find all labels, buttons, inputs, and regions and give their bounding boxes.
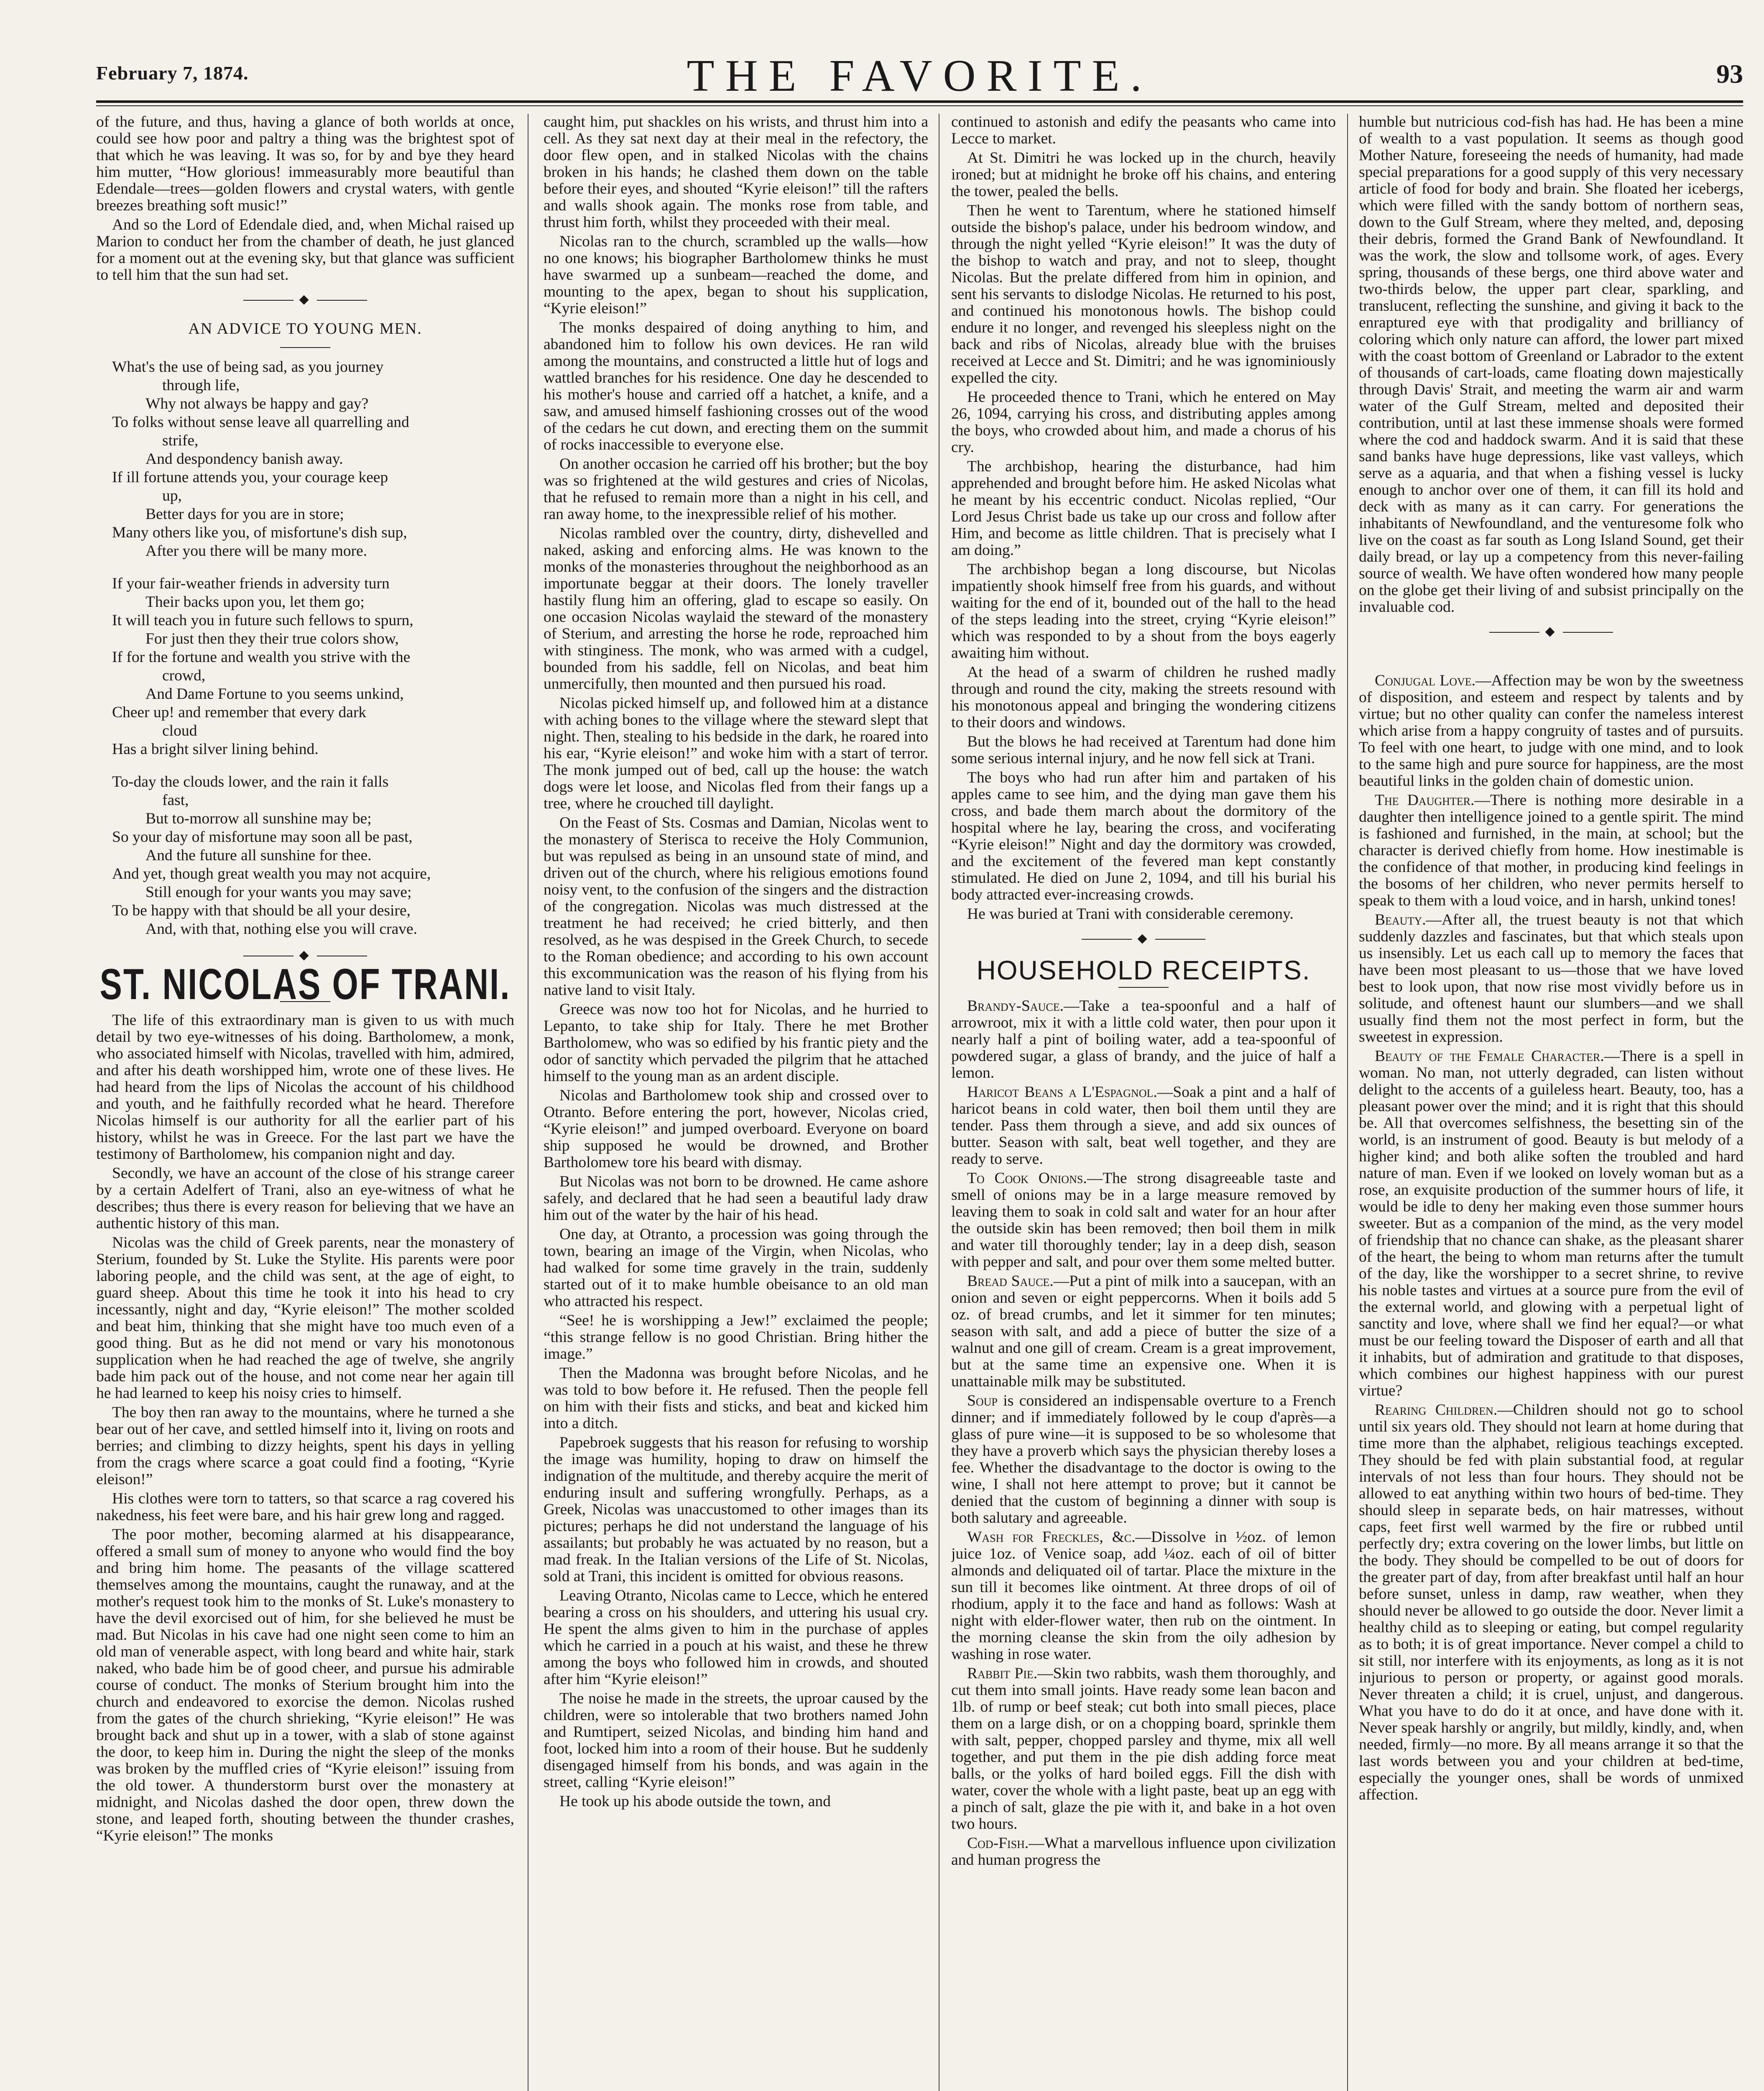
poem-line: cloud <box>162 722 197 739</box>
poem-line: And Dame Fortune to you seems unkind, <box>146 685 404 703</box>
poem-line: And the future all sunshine for thee. <box>146 847 372 864</box>
essay-text: —Affection may be won by the sweetness of disposition, and esteem and respect by talents and by virtue; but no other quality can confer the nameless interest which arise from a happy congruity of tastes and of pursuits. To feel with one heart, to judge with one mind, and to look to the same high and pure source for happiness, are the most beautiful links in the golden chain of domestic union. <box>1359 672 1744 790</box>
recipe-name: Haricot Beans a L'Espagnol. <box>967 1084 1157 1101</box>
paragraph: The boy then ran away to the mountains, where he turned a she bear out of her cave, and settled himself into it, living on roots and berries; and climbing to dizzy heights, spent his days in yelling from the crags where scarce a goat could find a footing, “Kyrie eleison!” <box>96 1404 514 1488</box>
recipe <box>951 1835 1336 1869</box>
paragraph: Leaving Otranto, Nicolas came to Lecce, which he entered bearing a cross on his shoulders, and uttering his usual cry. He spent the alms given to him in the purchase of apples which he carried in a pouch at his waist, and these he threw among the boys who followed him in crowds, and shouted after him “Kyrie eleison!” <box>544 1587 928 1688</box>
column-2 <box>544 114 928 2091</box>
issue-date: February 7, 1874. <box>96 62 249 84</box>
essay-title: Conjugal Love. <box>1375 672 1476 689</box>
poem-line: To-day the clouds lower, and the rain it falls <box>112 773 389 790</box>
essays-list <box>1359 672 1744 1803</box>
poem-line: Cheer up! and remember that every dark <box>112 704 367 721</box>
recipe <box>951 1529 1336 1663</box>
essay-item <box>1359 1048 1744 1399</box>
paragraph: Nicolas and Bartholomew took ship and crossed over to Otranto. Before entering the port, however, Nicolas cried, “Kyrie eleison!” and jumped overboard. Everyone on board ship supposed he would be drowned, and Brother Bartholomew tore his beard with dismay. <box>544 1087 928 1171</box>
poem-line: through life, <box>162 377 240 394</box>
ornament-divider: ◆ <box>96 947 514 964</box>
essay-text: —There is nothing more desirable in a daughter then intelligence joined to a gentle spirit. The mind is fashioned and furnished, in the main, at school; but the character is derived chiefly from home. How inestimable is the confidence of that mother, in producing kind feelings in the bosoms of her children, who never permits herself to speak to them with a loud voice, and in harsh, unkind tones! <box>1359 792 1744 909</box>
poem-line: After you there will be many more. <box>146 542 368 560</box>
paragraph: Nicolas rambled over the country, dirty, dishevelled and naked, asking and enforcing alms. He was known to the monks of the monasteries throughout the neighborhood as an importunate beggar at their doors. The lonely traveller hastily flung him an offering, glad to escape so easily. On one occasion Nicolas waylaid the steward of the monastery of Sterium, and arresting the horse he rode, reproached him with stinginess. The monk, who was armed with a cudgel, bounded from his saddle, fell on Nicolas, and beat him unmercifully, then mounted and then pursued his road. <box>544 525 928 693</box>
essay-title: Beauty. <box>1375 911 1426 928</box>
essay-item <box>1359 792 1744 909</box>
poem-line: Has a bright silver lining behind. <box>112 741 319 758</box>
recipe <box>951 1393 1336 1526</box>
poem-line: Why not always be happy and gay? <box>146 395 369 412</box>
poem-line: Their backs upon you, let them go; <box>146 593 365 611</box>
paragraph: He took up his abode outside the town, and <box>559 1793 831 1810</box>
paragraph: humble but nutricious cod-fish has had. He has been a mine of wealth to a vast population. It seems as though good Mother Nature, foreseeing the needs of humanity, had made special preparations for a good supply of this very necessary article of food for body and brain. She floated her icebergs, which were filled with the sandy bottom of northern seas, down to the Gulf Stream, where they melted, and, deposing their debris, formed the Grand Bank of Newfoundland. It was the work, the slow and tollsome work, of ages. Every spring, thousands of these bergs, one third above water and two-thirds below, the upper part clear, sparkling, and translucent, reflecting the sunshine, and giving it back to the enraptured eye with that prodigality and brilliancy of coloring which only nature can afford, the lower part mixed with the coast bottom of Greenland or Labrador to the extent of thousands of cart-loads, came floating down majestically through Davis' Strait, and meeting the warm air and warm water of the Gulf Stream, melted and deposited their contribution, until at last these immense shoals were formed where the cod and haddock swarm. And it is said that these sand banks have huge depressions, like vast valleys, which serve as a aquaria, and that when a fishing vessel is lucky enough to anchor over one of them, it can fill its hold and deck with as many as it can carry. For generations the inhabitants of Newfoundland, and the venturesome folk who live on the coast as far south as Long Island Sound, get their daily bread, or lay up a competency from this never-failing source of wealth. We have often wondered how many people on the globe get their living of and subsist principally on the invaluable cod. <box>1359 114 1744 616</box>
paragraph: Secondly, we have an account of the close of his strange career by a certain Adelfert of Trani, also an eye-witness of what he describes; thus there is every reason for believing that we have an authentic history of this man. <box>96 1165 514 1232</box>
recipe-text: is considered an indispensable overture to a French dinner; and if immediately followed by le coup d'après—a glass of pure wine—it is supposed to be so wholesome that they have a proverb which says the physician thereby loses a fee. Whether the disadvantage to the doctor is owing to the wine, I shall not here attempt to prove; but it cannot be denied that the custom of beginning a dinner with soup is both salutary and agreeable. <box>951 1392 1336 1526</box>
ornament-divider: ◆ <box>951 930 1336 947</box>
paragraph: But Nicolas was not born to be drowned. He came ashore safely, and declared that he had seen a beautiful lady draw him out of the water by the hair of his head. <box>544 1173 928 1224</box>
ornament-divider: ◆ <box>96 291 514 308</box>
recipe-text: —Put a pint of milk into a saucepan, with an onion and seven or eight peppercorns. When it boils add 5 oz. of bread crumbs, and let it simmer for ten minutes; season with salt, and add a piece of butter the size of a walnut and one gill of cream. Cream is a great improvement, but at the same time an expensive one. When it is unattainable milk may be substituted. <box>951 1273 1336 1390</box>
essay-text: —After all, the truest beauty is not that which suddenly dazzles and fascinates, but that which steals upon us insensibly. Let us each call up to memory the faces that have been most pleasant to us—those that we have loved best to look upon, that now rise most vividly before us in solitude, and oftenest haunt our slumbers—and we shall usually find them not the most perfect in form, but the sweetest in expression. <box>1359 911 1744 1046</box>
column-4 <box>1359 114 1744 2091</box>
essay-item <box>1359 1402 1744 1803</box>
poem-line: up, <box>162 487 182 504</box>
column-3 <box>951 114 1336 2091</box>
recipe-name: Wash for Freckles, &c. <box>967 1529 1136 1546</box>
paragraph: Then the Madonna was brought before Nicolas, and he was told to bow before it. He refused. Then the people fell on him with their fists and sticks, and beat and kicked him into a ditch. <box>544 1365 928 1432</box>
paragraph: The poor mother, becoming alarmed at his disappearance, offered a small sum of money to anyone who would find the boy and bring him home. The peasants of the village scattered themselves among the mountains, caught the runaway, and at the mother's request took him to the monks of St. Luke's monastery to have the devil exorcised out of him, for she believed he must be mad. But Nicolas in his cave had one night seen come to him an old man of venerable aspect, with long beard and white hair, stark naked, who bade him be of good cheer, and pursue his admirable course of conduct. The monks of Sterium brought him into the church and endeavored to exorcise the demon. Nicolas rushed from the gates of the church shrieking, “Kyrie eleison!” He was brought back and shut up in a tower, with a slab of stone against the door, to keep him in. During the night the sleep of the monks was broken by the muffled cries of “Kyrie eleison!” issuing from the old tower. A thunderstorm burst over the monastery at midnight, and Nicolas dashed the door open, threw down the stone, and leaped forth, shouting between the thunder crashes, “Kyrie eleison!” The monks <box>96 1526 514 1844</box>
recipe <box>951 998 1336 1081</box>
recipe-name: Brandy-Sauce. <box>967 997 1064 1015</box>
essay-title: Rearing Children. <box>1375 1401 1498 1419</box>
paragraph: The noise he made in the streets, the uproar caused by the children, were so intolerable that two brothers named John and Rumtipert, seized Nicolas, and binding him hand and foot, locked him into a room of their house. But he suddenly disengaged himself from his bonds, and was again in the street, calling “Kyrie eleison!” <box>544 1690 928 1791</box>
masthead <box>96 50 1743 105</box>
recipe <box>951 1273 1336 1390</box>
poem-line: To be happy with that should be all your desire, <box>112 902 411 919</box>
recipe-text: —Skin two rabbits, wash them thoroughly, and cut them into small joints. Have ready some lean bacon and 1lb. of rump or beef steak; cut both into small pieces, place them on a large dish, or on a chopping board, sprinkle them with salt, pepper, chopped parsley and thyme, mix all well together, and put them in the pie dish adding force meat balls, or the yolks of hard boiled eggs. Fill the dish with water, cover the whole with a light paste, beat up an egg with a pinch of salt, glaze the pie with it, and bake in a hot oven two hours. <box>951 1665 1336 1833</box>
cod-fish-continued <box>1359 114 1744 616</box>
page-number: 93 <box>1716 59 1743 89</box>
poem-line: fast, <box>162 792 189 809</box>
paragraph: And so the Lord of Edendale died, and, when Michal raised up Marion to conduct her from the chamber of death, he just glanced for a moment out at the evening sky, but that glance was sufficient to tell him that the sun had set. <box>96 216 514 284</box>
recipe <box>951 1084 1336 1168</box>
paragraph: The boys who had run after him and partaken of his apples came to see him, and the dying man gave them his cross, and bade them march about the dormitory of the hospital where he lay, bearing the cross, and vociferating “Kyrie eleison!” Night and day the dormitory was crowded, and the excitement of the fevered man kept constantly stimulated. He died on June 2, 1094, and till his burial his body attracted ever-increasing crowds. <box>951 769 1336 903</box>
recipe-text: —Dissolve in ½oz. of lemon juice 1oz. of Venice soap, add ¼oz. each of oil of bitter almonds and deliquated oil of tartar. Place the mixture in the sun till it becomes like ointment. At three drops of oil of rhodium, apply it to the face and hand as follows: Wash at night with elder-flower water, then rub on the ointment. In the morning cleanse the skin from the oily adhesion by washing in rose water. <box>951 1529 1336 1663</box>
poem-line: It will teach you in future such fellows to spurn, <box>112 612 414 629</box>
paragraph: The archbishop, hearing the disturbance, had him apprehended and brought before him. He asked Nicolas what he meant by his eccentric conduct. Nicolas replied, “Our Lord Jesus Christ bade us take up our cross and follow after Him, and become as little children. That is precisely what I am doing.” <box>951 458 1336 559</box>
paragraph: The archbishop began a long discourse, but Nicolas impatiently shook himself free from his guards, and without waiting for the end of it, bounded out of the hall to the head of the steps leading into the street, crying “Kyrie eleison!” which was responded to by a shout from the boys eagerly awaiting him without. <box>951 561 1336 662</box>
recipe <box>951 1170 1336 1270</box>
short-rule <box>280 347 330 348</box>
paragraph: On another occasion he carried off his brother; but the boy was so frightened at the wild gestures and cries of Nicolas, that he refused to remain more than a night in his cell, and ran away home, to the inexpressible relief of his mother. <box>544 455 928 523</box>
recipe-name: Soup <box>967 1392 998 1409</box>
column-divider <box>1347 114 1348 2091</box>
paragraph: of the future, and thus, having a glance of both worlds at once, could see how poor and paltry a thing was the brightest spot of that which he was leaving. It was so, for by and bye they heard him mutter, “How glorious! immeasurably more beautiful than Edendale—trees—golden flowers and crystal waters, with gentle breezes breathing soft music!” <box>96 114 514 214</box>
recipe <box>951 1665 1336 1833</box>
short-rule <box>1118 987 1169 988</box>
poem-line: To folks without sense leave all quarrelling and <box>112 414 409 431</box>
essay-text: —There is a spell in woman. No man, not utterly degraded, can listen without delight to the accents of a guileless heart. Beauty, too, has a pleasant power over the mind; and it is right that this should be. All that overcomes selfishness, the besetting sin of the world, is an instrument of good. Beauty is but melody of a higher kind; and both alike soften the troubled and hard nature of man. Even if we looked on lovely woman but as a rose, an exquisite production of the summer hours of life, it would be idle to deny her making even those summer hours sweeter. But as a companion of the mind, as the very model of friendship that no chance can shake, as the pleasant sharer of the heart, the being to whom man returns after the tumult of the day, like the worshipper to a secret shrine, to revive his noble tastes and virtues at a source pure from the evil of the external world, and glowing with a perpetual light of sanctity and love, where shall we find her equal?—or what must be our feeling toward the Disposer of earth and all that it inhabits, but of admiration and gratitude to that disposes, which combines our highest happiness with our purest virtue? <box>1359 1048 1744 1399</box>
poem-line: If your fair-weather friends in adversity turn <box>112 575 390 592</box>
section-title: HOUSEHOLD RECEIPTS. <box>976 955 1311 985</box>
paragraph: But the blows he had received at Tarentum had done him some serious internal injury, and he now fell sick at Trani. <box>951 733 1336 767</box>
recipe-name: To Cook Onions. <box>967 1170 1087 1187</box>
poem-line: And, with that, nothing else you will crave. <box>146 920 417 938</box>
poem <box>96 358 514 938</box>
paragraph: At St. Dimitri he was locked up in the church, heavily ironed; but at midnight he broke off his chains, and entering the tower, pealed the bells. <box>951 149 1336 200</box>
essay-title: The Daughter. <box>1375 792 1475 809</box>
paragraph: Nicolas picked himself up, and followed him at a distance with aching bones to the village where the steward slept that night. Then, stealing to his bedside in the dark, he roared into his ear, “Kyrie eleison!” and woke him with a start of terror. The monk jumped out of bed, call up the house: the watch dogs were let loose, and Nicolas fled from their fangs up a tree, where he crouched till daylight. <box>544 695 928 812</box>
essay-item <box>1359 912 1744 1046</box>
paragraph: At the head of a swarm of children he rushed madly through and round the city, making the streets resound with his monotonous appeal and bringing the wondering citizens to their doors and windows. <box>951 664 1336 731</box>
poem-line: And despondency banish away. <box>146 450 343 468</box>
recipe-name: Bread Sauce. <box>967 1273 1054 1290</box>
paragraph: Papebroek suggests that his reason for refusing to worship the image was humility, hoping to draw on himself the indignation of the multitude, and thereby acquire the merit of enduring insult and suffering wrongfully. Perhaps, as a Greek, Nicolas was unaccustomed to other images than its pictures; perhaps he did not understand the language of his assailants; but probably he was actuated by no reason, but a mad freak. In the Italian versions of the Life of St. Nicolas, sold at Trani, this incident is omitted for obvious reasons. <box>544 1434 928 1585</box>
poem-line: For just then they their true colors show, <box>146 630 399 647</box>
paragraph: He proceeded thence to Trani, which he entered on May 26, 1094, carrying his cross, and distributing apples among the boys, who crowded about him, and made a chorus of his cry. <box>951 389 1336 456</box>
recipes-list <box>951 998 1336 1869</box>
paragraph: Nicolas was the child of Greek parents, near the monastery of Sterium, founded by St. Luke the Stylite. His parents were poor laboring people, and the child was sent, at the age of eight, to guard sheep. About this time he took it into his head to cry incessantly, night and day, “Kyrie eleison!” The mother scolded and beat him, thinking that she might have too much even of a good thing. But as he did not mend or vary his monotonous supplication when he had reached the age of twelve, she angrily bade him pack out of the house, and not come near her again till he had learned to keep his noisy cries to himself. <box>96 1234 514 1402</box>
column-1 <box>96 114 514 2091</box>
article-body-continued <box>951 114 1336 923</box>
paragraph: “See! he is worshipping a Jew!” exclaimed the people; “this strange fellow is no good Christian. Bring hither the image.” <box>544 1312 928 1362</box>
paragraph: Then he went to Tarentum, where he stationed himself outside the bishop's palace, under his bedroom window, and through the night yelled “Kyrie eleison!” It was the duty of the bishop to watch and pray, and not to sleep, thought Nicolas. But the prelate differed from him in opinion, and sent his servants to dislodge Nicolas. He returned to his post, and continued his monotonous howls. The bishop could endure it no longer, and revenged his sleepless night on the back and ribs of Nicolas, already blue with the bruises received at Lecce and St. Dimitri; and he was ignominiously expelled the city. <box>951 202 1336 386</box>
recipe-name: Rabbit Pie. <box>967 1665 1038 1682</box>
poem-line: And yet, though great wealth you may not acquire, <box>112 865 431 882</box>
article-body <box>96 1012 514 1844</box>
poem-line: What's the use of being sad, as you journey <box>112 358 384 376</box>
recipe-text: —Soak a pint and a half of haricot beans in cold water, then boil them until they are tender. Pass them through a sieve, and add six ounces of butter. Season with salt, beat well together, and they are ready to serve. <box>951 1084 1336 1168</box>
poem-line: crowd, <box>162 667 206 684</box>
recipe-name: Cod-Fish. <box>967 1835 1029 1852</box>
article-title: ST. NICOLAS OF TRANI. <box>100 960 511 1009</box>
paragraph: The life of this extraordinary man is given to us with much detail by two eye-witnesses of his doing. Bartholomew, a monk, who associated himself with Nicolas, travelled with him, admired, and after his death worshipped him, wrote one of these lives. He had heard from the lips of Nicolas the account of his childhood and youth, and he faithfully recorded what he heard. Therefore Nicolas himself is our authority for all the earlier part of his history, whilst he was in Greece. For the last part we have the testimony of Bartholomew, his companion night and day. <box>96 1012 514 1163</box>
poem-title: AN ADVICE TO YOUNG MEN. <box>188 320 422 337</box>
poem-line: strife, <box>162 432 199 449</box>
paragraph: continued to astonish and edify the peasants who came into Lecce to market. <box>951 114 1336 147</box>
recipe-text: —Take a tea-spoonful and a half of arrowroot, mix it with a little cold water, then pour upon it nearly half a pint of boiling water, add a tea-spoonful of powdered sugar, a glass of brandy, and the juice of half a lemon. <box>951 997 1336 1081</box>
essay-item <box>1359 672 1744 790</box>
masthead-rule <box>96 100 1743 103</box>
essay-text: —Children should not go to school until six years old. They should not learn at home during that time more than the alphabet, religious teachings excepted. They should be fed with plain substantial food, at regular intervals of not less than four hours. They should not be allowed to eat anything within two hours of bed-time. They should sleep in separate beds, on hair matresses, without caps, feet first well warmed by the fire or rubbed until perfectly dry; extra covering on the lower limbs, but little on the body. They should be compelled to be out of doors for the greater part of day, from after breakfast until half an hour before sunset, unless in damp, raw weather, when they should never be allowed to go outside the door. Never limit a healthy child as to sleeping or eating, but compel regularity as to both; it is of great importance. Never compel a child to sit still, nor interfere with its enjoyments, as long as it is not injurious to person or property, or against good morals. Never threaten a child; it is cruel, unjust, and dangerous. What you have to do do it at once, and have done with it. Never speak harshly or angrily, but mildly, kindly, and, when needed, firmly—no more. By all means arrange it so that the last words between you and your children at bed-time, especially the younger ones, shall be words of unmixed affection. <box>1359 1401 1744 1803</box>
masthead-rule-thin <box>96 105 1743 106</box>
paragraph: Greece was now too hot for Nicolas, and he hurried to Lepanto, to take ship for Italy. There he met Brother Bartholomew, who was so edified by his frantic piety and the odor of sanctity which pervaded the pilgrim that he attached himself to the young man as an ardent disciple. <box>544 1001 928 1085</box>
paragraph: One day, at Otranto, a procession was going through the town, bearing an image of the Virgin, when Nicolas, who had walked for some time gravely in the train, suddenly started out of it to make humble obeisance to an old man who attracted his respect. <box>544 1226 928 1310</box>
paragraph: The monks despaired of doing anything to him, and abandoned him to follow his own devices. He ran wild among the mountains, and constructed a little hut of logs and wattled branches for his residence. One day he descended to his mother's house and carried off a hatchet, a knife, and a saw, and amused himself fashioning crosses out of the wood of the cedars he cut down, and erecting them on the summit of rocks inaccessible to everyone else. <box>544 319 928 453</box>
newspaper-title: THE FAVORITE. <box>687 51 1153 101</box>
paragraph: On the Feast of Sts. Cosmas and Damian, Nicolas went to the monastery of Sterisca to receive the Holy Communion, but was repulsed as being in an unsound state of mind, and driven out of the church, where his religious emotions found noisy vent, to the confusion of the singers and the distraction of the congregation. Nicolas was much distressed at the treatment he had received; he cried bitterly, and then resolved, as he was despised in the Greek Church, to secede to the Roman obedience; and according to his own account this excommunication was the reason of his flying from his native land to visit Italy. <box>544 814 928 999</box>
poem-line: If ill fortune attends you, your courage keep <box>112 469 388 486</box>
essay-title: Beauty of the Female Character. <box>1375 1048 1604 1065</box>
poem-line: Many others like you, of misfortune's dish sup, <box>112 524 407 541</box>
poem-line: Still enough for your wants you may save; <box>146 884 412 901</box>
recipe-text: —What a marvellous influence upon civilization and human progress the <box>951 1835 1336 1869</box>
poem-line: Better days for you are in store; <box>146 506 344 523</box>
poem-line: But to-morrow all sunshine may be; <box>146 810 372 827</box>
paragraph: He was buried at Trani with considerable ceremony. <box>967 905 1294 923</box>
paragraph: Nicolas ran to the church, scrambled up the walls—how no one knows; his biographer Bartholomew thinks he must have swarmed up a sunbeam—reached the dome, and mounting to the apex, began to shout his supplication, “Kyrie eleison!” <box>544 233 928 317</box>
recipe-text: —The strong disagreeable taste and smell of onions may be in a large measure removed by leaving them to soak in cold salt and water for an hour after the outside skin has been removed; then boil them in milk and water till thoroughly tender; lay in a deep dish, season with pepper and salt, and pour over them some melted butter. <box>951 1170 1336 1270</box>
poem-line: If for the fortune and wealth you strive with the <box>112 649 411 666</box>
paragraph: caught him, put shackles on his wrists, and thrust him into a cell. As they sat next day at their meal in the refectory, the door flew open, and in stalked Nicolas with the chains broken in his hands; he clashed them down on the table before their eyes, and shouted “Kyrie eleison!” till the rafters and walls shook again. The monks rose from table, and thrust him forth, whilst they proceeded with their meal. <box>544 114 928 231</box>
paragraph: His clothes were torn to tatters, so that scarce a rag covered his nakedness, his feet were bare, and his hair grew long and ragged. <box>96 1490 514 1524</box>
poem-line: So your day of misfortune may soon all be past, <box>112 828 413 846</box>
ornament-divider: ◆ <box>1359 623 1744 640</box>
